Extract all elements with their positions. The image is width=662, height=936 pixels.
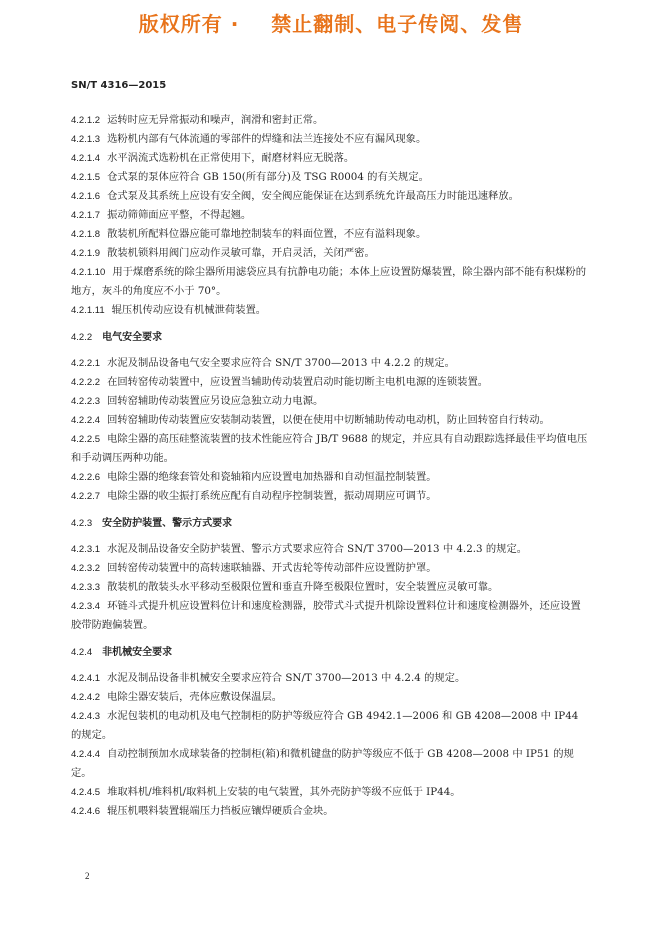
clause-text: 电除尘器的绝缘套管处和瓷轴箱内应设置电加热器和自动恒温控制装置。 — [107, 471, 437, 483]
clause-text: 仓式泵及其系统上应设有安全阀，安全阀应能保证在达到系统允许最高压力时能迅速释放。 — [107, 190, 519, 202]
copyright-watermark: 版权所有 · 禁止翻制、电子传阅、发售 — [138, 12, 524, 36]
section-number: 4.2.2 — [71, 332, 93, 343]
clause-number: 4.2.1.8 — [71, 229, 101, 240]
clause-text: 环链斗式提升机应设置料位计和速度检测器，胶带式斗式提升机除设置料位计和速度检测器外，还应设置胶带防跑偏装置。 — [71, 600, 581, 631]
clause-paragraph — [71, 149, 589, 168]
section-title: 电气安全要求 — [102, 332, 163, 343]
clause-paragraph — [71, 669, 589, 688]
section-heading — [71, 643, 589, 662]
clause-text: 回转窑传动装置中的高转速联轴器、开式齿轮等传动部件应设置防护罩。 — [107, 562, 437, 574]
clause-number: 4.2.1.10 — [71, 267, 106, 278]
clause-text: 回转窑辅助传动装置应安装制动装置，以便在使用中切断辅助传动电动机，防止回转窑自行转动。 — [107, 414, 550, 426]
clause-text: 电除尘器安装后，壳体应敷设保温层。 — [107, 691, 283, 703]
clause-paragraph — [71, 597, 589, 635]
clause-text: 水泥及制品设备安全防护装置、警示方式要求应符合 SN/T 3700—2013 中 4.2.3 的规定。 — [107, 543, 528, 555]
clause-number: 4.2.1.11 — [71, 305, 105, 316]
clause-paragraph — [71, 225, 589, 244]
clause-paragraph — [71, 206, 589, 225]
standard-code: SN/T 4316—2015 — [71, 80, 167, 91]
clause-number: 4.2.2.1 — [71, 358, 101, 369]
clause-paragraph — [71, 430, 589, 468]
clause-paragraph — [71, 540, 589, 559]
clause-text: 电除尘器的收尘振打系统应配有自动程序控制装置，振动周期应可调节。 — [107, 490, 437, 502]
clause-number: 4.2.4.2 — [71, 692, 101, 703]
clause-number: 4.2.2.4 — [71, 415, 101, 426]
clause-number: 4.2.1.5 — [71, 172, 101, 183]
clause-text: 散装机的散装头水平移动至极限位置和垂直升降至极限位置时，安全装置应灵敏可靠。 — [107, 581, 499, 593]
clause-paragraph — [71, 187, 589, 206]
section-heading — [71, 514, 589, 533]
clause-number: 4.2.3.1 — [71, 544, 101, 555]
clause-paragraph — [71, 168, 589, 187]
clause-paragraph — [71, 688, 589, 707]
clause-number: 4.2.2.6 — [71, 472, 101, 483]
section-number: 4.2.4 — [71, 647, 93, 658]
clause-paragraph — [71, 392, 589, 411]
clause-text: 水平涡流式选粉机在正常使用下，耐磨材料应无脱落。 — [107, 152, 355, 164]
clause-text: 水泥及制品设备电气安全要求应符合 SN/T 3700—2013 中 4.2.2 的规定。 — [107, 357, 455, 369]
clause-paragraph — [71, 802, 589, 821]
clause-number: 4.2.2.2 — [71, 377, 101, 388]
clause-number: 4.2.4.5 — [71, 787, 101, 798]
clause-text: 散装机所配料位器应能可靠地控制装车的料面位置，不应有溢料现象。 — [107, 228, 427, 240]
clause-text: 散装机锁料用阀门应动作灵敏可靠，开启灵活，关闭严密。 — [107, 247, 375, 259]
clause-text: 选粉机内部有气体流通的零部件的焊缝和法兰连接处不应有漏风现象。 — [107, 133, 427, 145]
clause-text: 用于煤磨系统的除尘器所用滤袋应具有抗静电功能；本体上应设置防爆装置，除尘器内部不能有积煤粉的地方，灰斗的角度应不小于 70°。 — [71, 266, 586, 297]
section-number: 4.2.3 — [71, 518, 93, 529]
clause-text: 在回转窑传动装置中，应设置当辅助传动装置启动时能切断主电机电源的连锁装置。 — [107, 376, 489, 388]
clause-paragraph — [71, 244, 589, 263]
clause-paragraph — [71, 487, 589, 506]
clause-number: 4.2.1.6 — [71, 191, 101, 202]
clause-paragraph — [71, 707, 589, 745]
clause-number: 4.2.2.3 — [71, 396, 101, 407]
clause-paragraph — [71, 130, 589, 149]
section-title: 非机械安全要求 — [102, 647, 173, 658]
clause-number: 4.2.2.7 — [71, 491, 101, 502]
clause-paragraph — [71, 354, 589, 373]
clause-number: 4.2.4.3 — [71, 711, 101, 722]
clause-text: 辊压机传动应设有机械泄荷装置。 — [111, 304, 267, 316]
clause-text: 堆取料机/堆料机/取料机上安装的电气装置，其外壳防护等级不应低于 IP44。 — [107, 786, 461, 798]
clause-paragraph — [71, 745, 589, 783]
clause-number: 4.2.1.9 — [71, 248, 101, 259]
clause-number: 4.2.3.2 — [71, 563, 101, 574]
clause-paragraph — [71, 578, 589, 597]
clause-paragraph — [71, 559, 589, 578]
clause-text: 振动筛筛面应平整，不得起翘。 — [107, 209, 252, 221]
clause-text: 自动控制预加水成球装备的控制柜(箱)和微机键盘的防护等级应不低于 GB 4208—2008 中 IP51 的规定。 — [71, 748, 574, 779]
clause-text: 仓式泵的泵体应符合 GB 150(所有部分)及 TSG R0004 的有关规定。 — [107, 171, 429, 183]
clause-text: 辊压机喂料装置辊端压力挡板应镶焊硬质合金块。 — [107, 805, 334, 817]
clause-paragraph — [71, 468, 589, 487]
clause-paragraph — [71, 783, 589, 802]
clause-text: 回转窑辅助传动装置应另设应急独立动力电源。 — [107, 395, 324, 407]
page-number: 2 — [85, 871, 90, 881]
clause-number: 4.2.4.1 — [71, 673, 101, 684]
clause-number: 4.2.1.7 — [71, 210, 101, 221]
clause-text: 水泥及制品设备非机械安全要求应符合 SN/T 3700—2013 中 4.2.4 的规定。 — [107, 672, 466, 684]
clause-paragraph — [71, 373, 589, 392]
clause-number: 4.2.3.3 — [71, 582, 101, 593]
clause-number: 4.2.3.4 — [71, 601, 101, 612]
clause-paragraph — [71, 111, 589, 130]
clause-text: 运转时应无异常振动和噪声，润滑和密封正常。 — [107, 114, 324, 126]
section-heading — [71, 328, 589, 347]
clause-number: 4.2.1.4 — [71, 153, 101, 164]
clause-number: 4.2.1.2 — [71, 115, 101, 126]
clause-paragraph — [71, 411, 589, 430]
clause-paragraph — [71, 263, 589, 301]
section-title: 安全防护装置、警示方式要求 — [102, 518, 233, 529]
clause-text: 电除尘器的高压硅整流装置的技术性能应符合 JB/T 9688 的规定，并应具有自动跟踪选择最佳平均值电压和手动调压两种功能。 — [71, 433, 588, 464]
document-body — [71, 111, 589, 821]
clause-number: 4.2.1.3 — [71, 134, 101, 145]
clause-number: 4.2.2.5 — [71, 434, 101, 445]
clause-number: 4.2.4.4 — [71, 749, 101, 760]
clause-paragraph — [71, 301, 589, 320]
clause-text: 水泥包装机的电动机及电气控制柜的防护等级应符合 GB 4942.1—2006 和 GB 4208—2008 中 IP44 的规定。 — [71, 710, 579, 741]
clause-number: 4.2.4.6 — [71, 806, 101, 817]
